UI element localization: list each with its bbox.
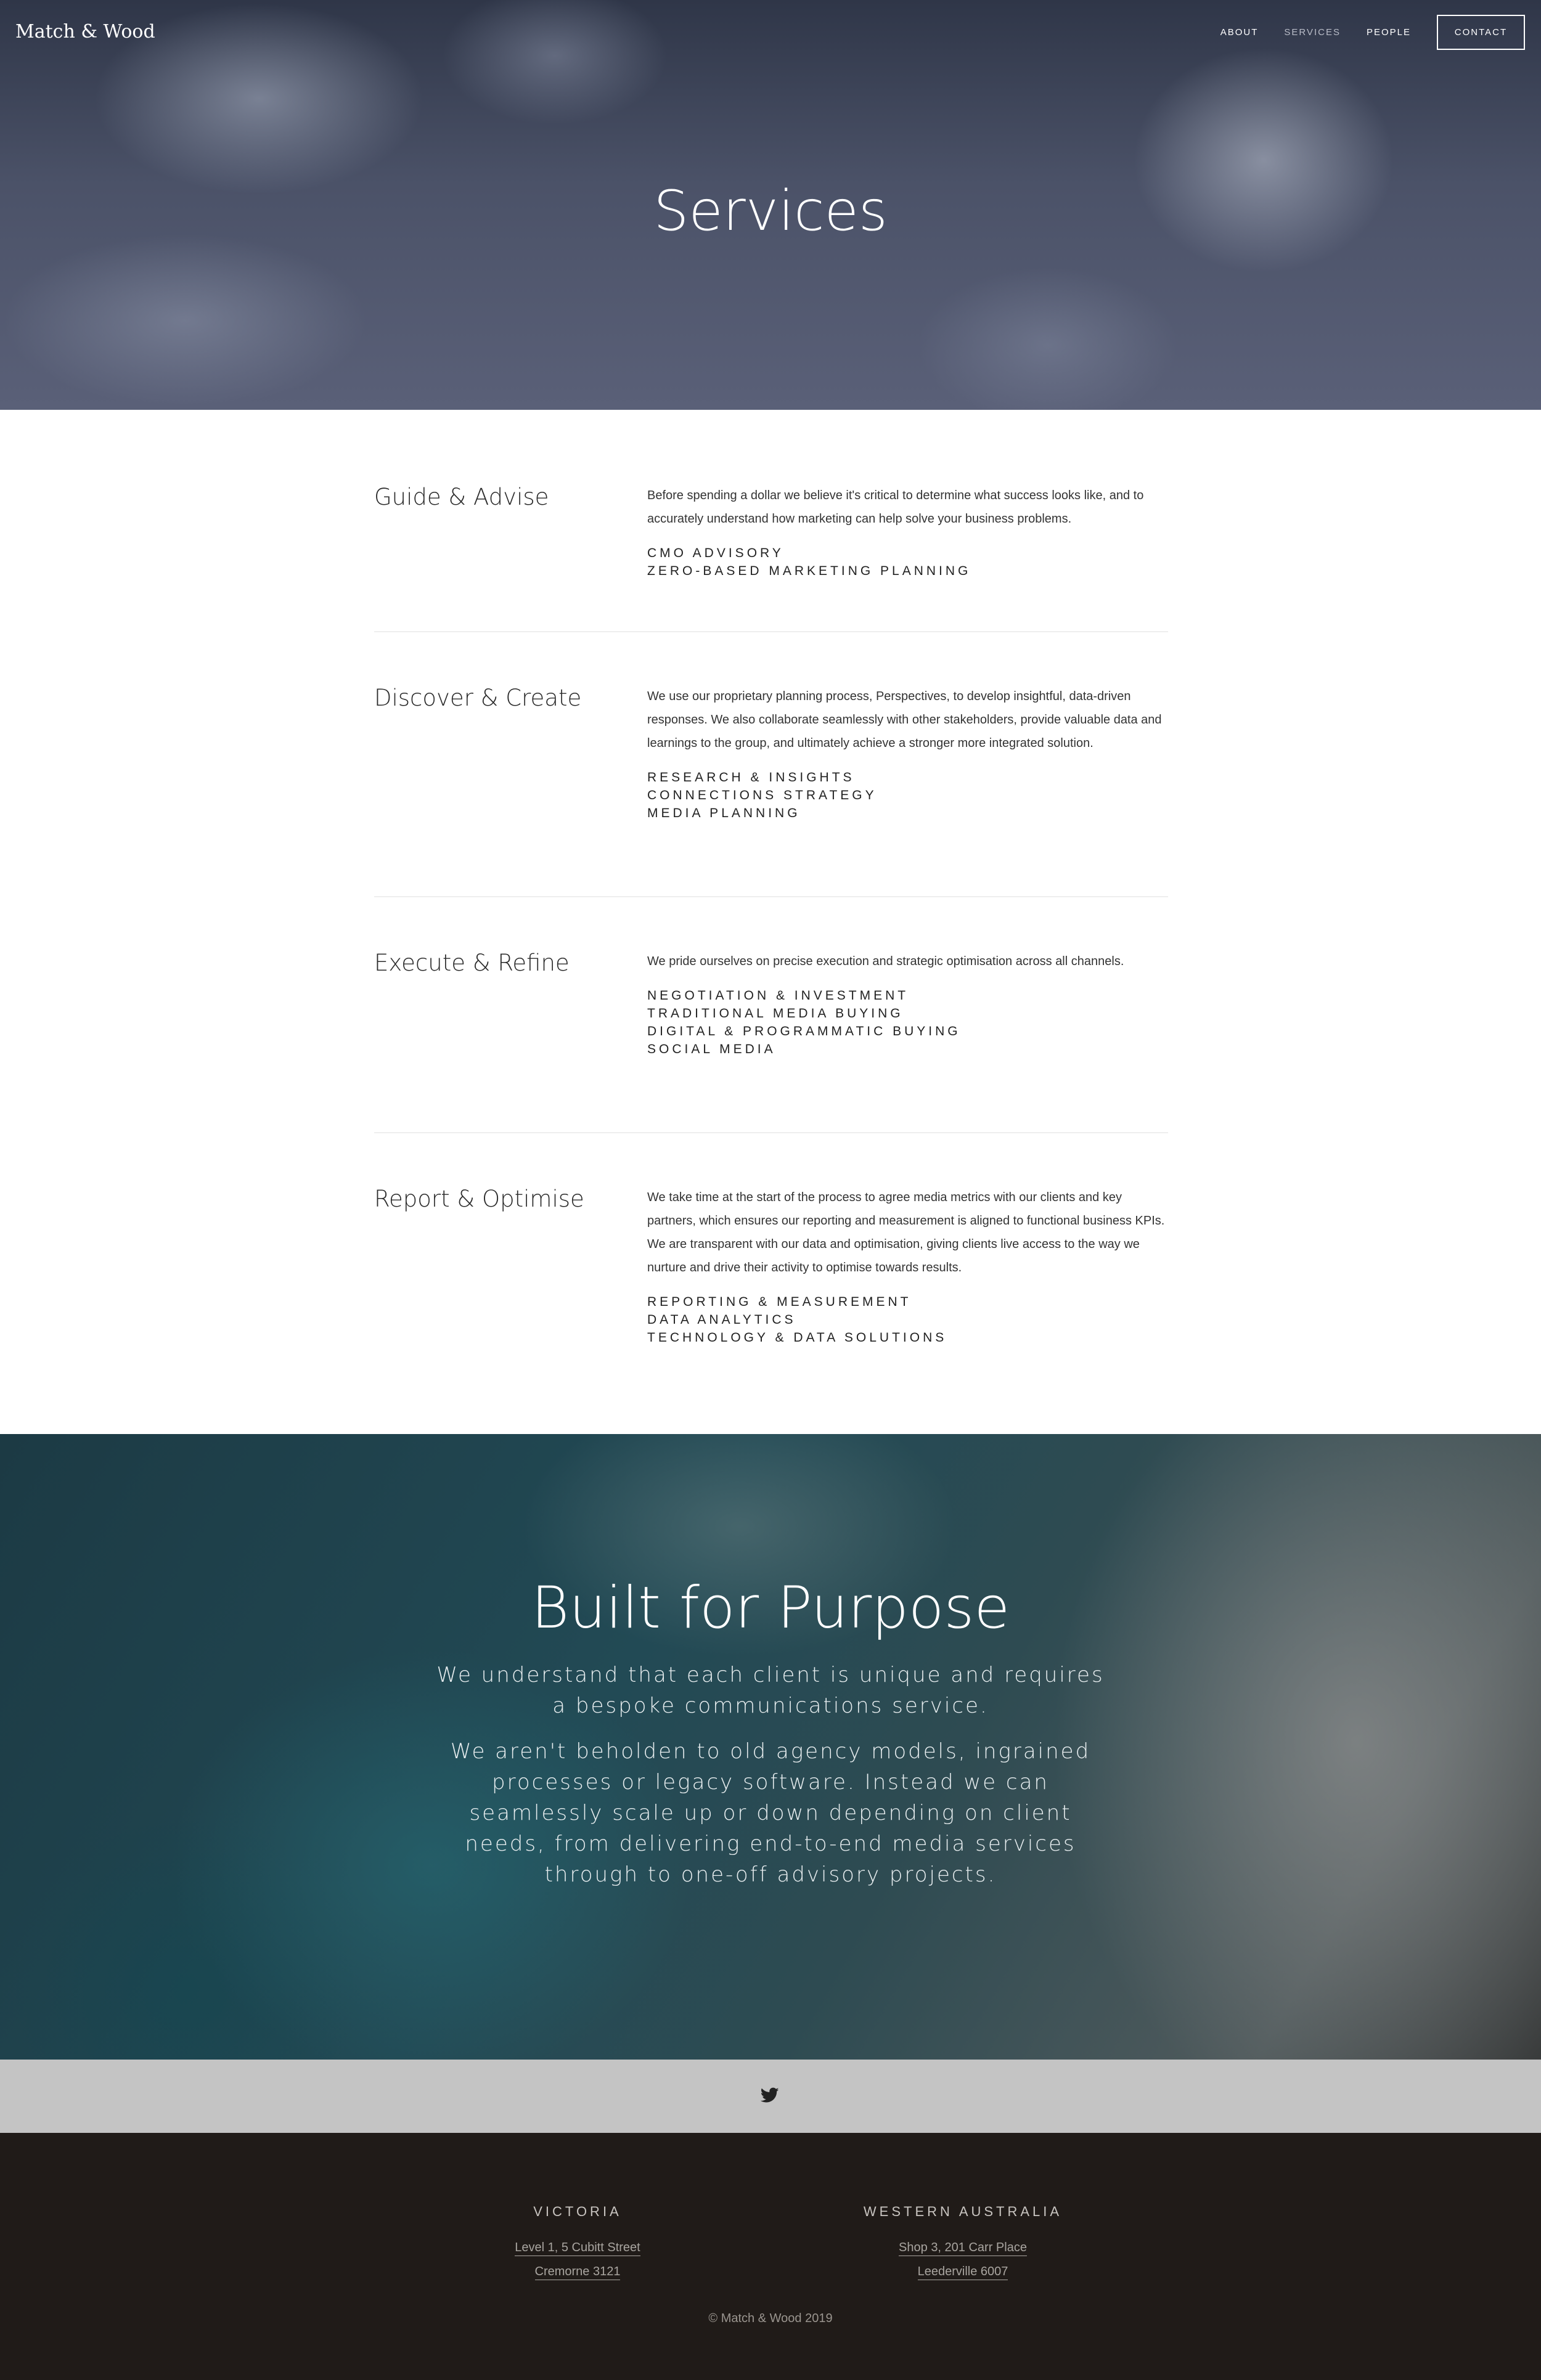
services-list [374, 410, 1168, 1434]
nav-about[interactable]: ABOUT [1220, 27, 1259, 38]
service-body [647, 685, 1168, 822]
nav-people[interactable]: PEOPLE [1366, 27, 1411, 38]
service-item: ZERO-BASED MARKETING PLANNING [647, 564, 971, 578]
service-item: DATA ANALYTICS [647, 1313, 796, 1327]
service-description: We use our proprietary planning process, Perspectives, to develop insightful, data-driven responses. We also collaborate seamlessly with other stakeholders, provide valuable data and learnings to the group, and ultimately achieve a stronger more integrated solution. [647, 690, 1162, 750]
service-item: NEGOTIATION & INVESTMENT [647, 988, 909, 1003]
service-items [647, 987, 1168, 1058]
service-item: CMO ADVISORY [647, 546, 784, 560]
service-item: RESEARCH & INSIGHTS [647, 770, 855, 785]
address-line-2[interactable]: Leederville 6007 [918, 2264, 1008, 2280]
service-guide-advise [374, 410, 1168, 632]
hero-banner [0, 0, 1541, 410]
service-body [647, 950, 1168, 1058]
service-body [647, 1186, 1168, 1347]
site-footer [0, 2133, 1541, 2380]
purpose-title: Built for Purpose [531, 1575, 1010, 1642]
nav-services[interactable]: SERVICES [1284, 27, 1341, 38]
service-items [647, 544, 1168, 580]
service-execute-refine [374, 897, 1168, 1133]
service-item: DIGITAL & PROGRAMMATIC BUYING [647, 1024, 961, 1038]
service-title: Execute & Refine [374, 950, 570, 976]
service-body [647, 484, 1168, 580]
purpose-section [0, 1434, 1541, 2060]
service-item: REPORTING & MEASUREMENT [647, 1295, 912, 1309]
service-discover-create [374, 632, 1168, 897]
social-bar [0, 2060, 1541, 2133]
service-item: MEDIA PLANNING [647, 806, 801, 820]
purpose-paragraph-2: We aren't beholden to old agency models, ingrained processes or legacy software. Instead we can seamlessly scale up or down depending on client needs, from delivering end-to-end media services through to one-off advisory projects. [450, 1739, 1091, 1887]
service-description: We pride ourselves on precise execution and strategic optimisation across all channels. [647, 955, 1124, 968]
address-line-1[interactable]: Shop 3, 201 Carr Place [899, 2239, 1027, 2256]
address-line-1[interactable]: Level 1, 5 Cubitt Street [515, 2239, 640, 2256]
main-nav [1220, 15, 1525, 50]
service-items [647, 768, 1168, 822]
service-item: SOCIAL MEDIA [647, 1042, 776, 1056]
purpose-paragraph-1: We understand that each client is unique and requires a bespoke communications service. [436, 1663, 1105, 1718]
site-logo[interactable]: Match & Wood [15, 21, 155, 43]
contact-button[interactable]: CONTACT [1437, 15, 1525, 50]
twitter-icon[interactable] [761, 2087, 779, 2103]
copyright: © Match & Wood 2019 [708, 2312, 833, 2325]
location-western-australia [840, 2204, 1086, 2280]
service-description: Before spending a dollar we believe it's critical to determine what success looks like, and to accurately understand how marketing can help solve your business problems. [647, 489, 1144, 526]
service-item: CONNECTIONS STRATEGY [647, 788, 877, 802]
page-title: Services [653, 179, 888, 243]
service-description: We take time at the start of the process to agree media metrics with our clients and key partners, which ensures our reporting and measurement is aligned to functional business KPIs. We are transparent with our data and optimisation, giving clients live access to the way we nurture and drive their activity to optimise towards results. [647, 1191, 1165, 1274]
service-title: Discover & Create [374, 685, 582, 711]
service-title: Guide & Advise [374, 484, 549, 510]
service-report-optimise [374, 1133, 1168, 1434]
address-line-2[interactable]: Cremorne 3121 [535, 2264, 621, 2280]
location-victoria [454, 2204, 701, 2280]
service-item: TRADITIONAL MEDIA BUYING [647, 1006, 904, 1021]
service-items [647, 1293, 1168, 1347]
location-title: WESTERN AUSTRALIA [863, 2204, 1063, 2219]
service-title: Report & Optimise [374, 1186, 584, 1212]
location-title: VICTORIA [533, 2204, 622, 2219]
service-item: TECHNOLOGY & DATA SOLUTIONS [647, 1331, 947, 1345]
